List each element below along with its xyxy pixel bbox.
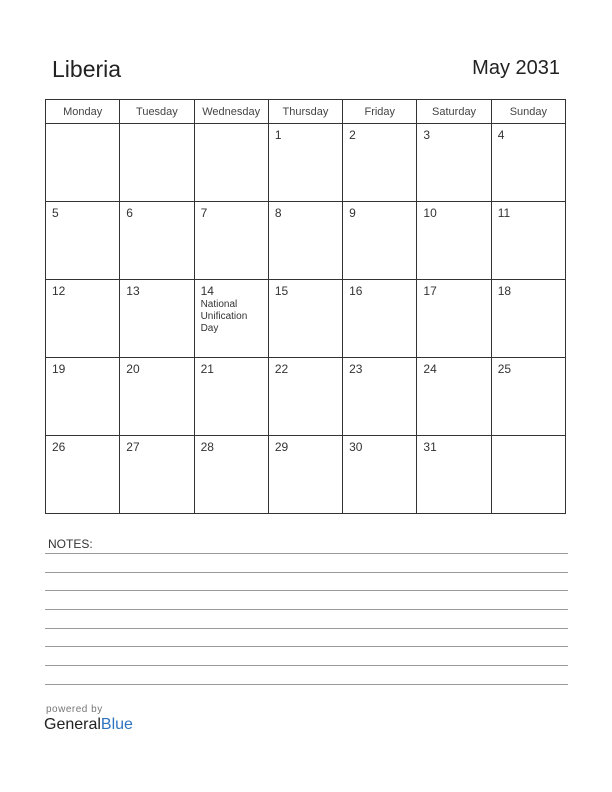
day-cell (46, 202, 120, 280)
day-cell (194, 436, 268, 514)
note-line (45, 572, 568, 573)
day-number: 9 (349, 206, 356, 220)
day-number: 12 (52, 284, 66, 298)
day-cell (120, 436, 194, 514)
day-number: 7 (200, 206, 208, 220)
day-cell (417, 280, 491, 358)
day-number: 27 (126, 440, 140, 454)
day-number: 17 (423, 284, 437, 298)
day-number: 24 (423, 362, 437, 376)
day-number: 4 (497, 128, 505, 142)
note-line (45, 590, 568, 591)
weekday-header: Sunday (491, 100, 565, 124)
note-line (45, 553, 568, 554)
day-number: 30 (349, 440, 363, 454)
day-number: 15 (274, 284, 289, 298)
week-row (46, 436, 566, 514)
calendar-grid (45, 99, 566, 514)
day-number: 19 (52, 362, 66, 376)
day-number (46, 124, 119, 128)
week-row (46, 124, 566, 202)
day-cell (194, 358, 268, 436)
powered-by-text: powered by (46, 704, 103, 715)
day-number: 31 (423, 440, 437, 454)
day-cell (343, 436, 417, 514)
day-cell (491, 436, 565, 514)
generalblue-logo[interactable] (44, 716, 133, 734)
day-cell (120, 280, 194, 358)
day-cell (491, 124, 565, 202)
day-cell (343, 124, 417, 202)
day-cell (120, 124, 194, 202)
week-row (46, 202, 566, 280)
day-cell (120, 358, 194, 436)
day-number: 5 (52, 206, 59, 220)
day-cell (194, 124, 268, 202)
page-title: Liberia (52, 56, 122, 82)
day-number: 22 (274, 362, 289, 376)
day-number: 29 (274, 440, 289, 454)
note-line (45, 646, 568, 647)
weekday-header: Tuesday (120, 100, 194, 124)
day-number: 23 (349, 362, 363, 376)
day-number: 6 (126, 206, 133, 220)
day-number: 2 (349, 128, 356, 142)
day-cell (194, 280, 268, 358)
notes-label: NOTES: (48, 537, 93, 551)
day-number: 1 (274, 128, 282, 142)
day-cell (417, 358, 491, 436)
day-number: 26 (52, 440, 66, 454)
note-line (45, 628, 568, 629)
weekday-header-row (46, 100, 566, 124)
month-label: May 2031 (472, 57, 560, 79)
day-cell (491, 202, 565, 280)
day-number (120, 124, 193, 128)
logo-text-blue: Blue (100, 716, 133, 733)
day-number (195, 124, 268, 128)
day-cell (417, 124, 491, 202)
day-number: 18 (497, 284, 512, 298)
day-number (492, 436, 565, 440)
day-number: 21 (200, 362, 214, 376)
day-cell (46, 436, 120, 514)
day-cell (268, 280, 342, 358)
day-cell (343, 280, 417, 358)
day-number: 13 (126, 284, 140, 298)
day-number: 3 (423, 128, 431, 142)
day-number: 11 (497, 206, 511, 220)
day-number: 10 (423, 206, 437, 220)
day-number: 25 (497, 362, 512, 376)
weekday-header: Thursday (268, 100, 342, 124)
weekday-header: Saturday (417, 100, 491, 124)
day-cell (491, 280, 565, 358)
week-row (46, 358, 566, 436)
day-number: 20 (126, 362, 140, 376)
day-cell (268, 358, 342, 436)
day-cell (343, 202, 417, 280)
note-line (45, 684, 568, 685)
weekday-header: Friday (343, 100, 417, 124)
day-number: 14 (200, 284, 214, 298)
note-line (45, 609, 568, 610)
day-cell (268, 436, 342, 514)
day-cell (46, 124, 120, 202)
day-cell (268, 124, 342, 202)
note-line (45, 665, 568, 666)
day-number: 16 (349, 284, 363, 298)
week-row (46, 280, 566, 358)
day-cell (120, 202, 194, 280)
day-number: 8 (274, 206, 282, 220)
day-cell (46, 280, 120, 358)
weekday-header: Wednesday (194, 100, 268, 124)
day-number: 28 (200, 440, 214, 454)
holiday-label: National Unification Day (200, 299, 248, 334)
day-cell (491, 358, 565, 436)
day-cell (268, 202, 342, 280)
logo-text-general: General (44, 716, 101, 733)
day-cell (343, 358, 417, 436)
day-cell (417, 436, 491, 514)
weekday-header: Monday (46, 100, 120, 124)
day-cell (194, 202, 268, 280)
day-cell (417, 202, 491, 280)
day-cell (46, 358, 120, 436)
